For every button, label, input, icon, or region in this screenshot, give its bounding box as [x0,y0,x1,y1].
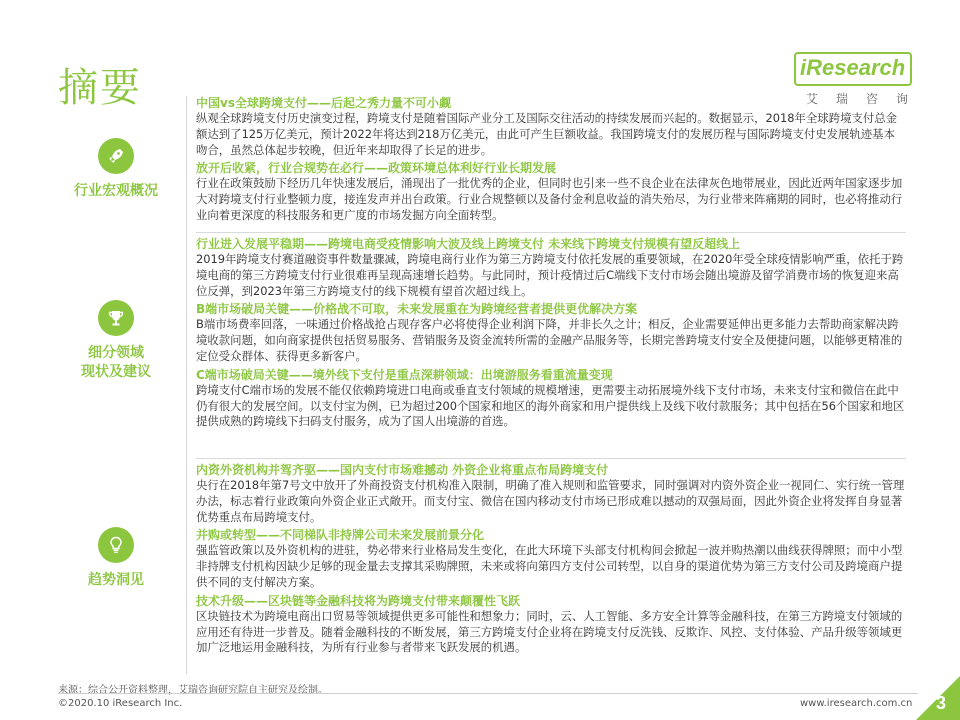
logo-subtitle: 艾瑞咨询 [806,92,927,106]
section-segments-content [196,236,906,432]
section-heading: B端市场破局关键——价格战不可取，未来发展重在为跨境经营者提供更优解决方案 [196,302,638,317]
section-label-trends [56,527,176,590]
rocket-icon [98,138,134,174]
section-paragraph: B端市场费率回落，一味通过价格战抢占现存客户必将使得企业利润下降，并非长久之计；相反，企业需要延伸出更多能力去帮助商家解决跨境收款问题，如向商家提供包括贸易服务、营销服务及资金流转所需的金融产品服务等，长期完善跨境支付安全及便捷问题，以能够更精准的定位受众群体、获得更多新客户。 [196,317,903,363]
section-label: 趋势洞见 [88,572,144,588]
section-paragraph: 区块链技术为跨境电商出口贸易等领域提供更多可能性和想象力；同时，云、人工智能、多方安全计算等金融科技，在第三方跨境支付领域的应用还有待进一步普及。随着金融科技的不断发展，第三方跨境支付企业将在跨境支付反洗钱、反欺诈、风控、支付体验、产品升级等领域更加广泛地运用金融科技，为所有行业参与者带来飞跃发展的机遇。 [196,608,903,655]
section-heading: 行业进入发展平稳期——跨境电商受疫情影响大波及线上跨境支付 未来线下跨境支付规模有望反超线上 [196,237,741,251]
trophy-icon [98,300,134,336]
logo-text: iResearch [800,55,906,80]
section-heading: 放开后收紧，行业合规势在必行——政策环境总体利好行业长期发展 [196,161,557,176]
source-note: 来源：综合公开资料整理，艾瑞咨询研究院自主研究及绘制。 [58,685,328,696]
section-label-macro [56,138,176,201]
section-paragraph: 央行在2018年第7号文中放开了外商投资支付机构准入限制，明确了准入规则和监管要求，同时强调对内资外资企业一视同仁、实行统一管理办法，标志着行业政策向外资企业正式敞开。而支付宝、微信在国内移动支付市场已形成难以撼动的双强局面，因此外资企业将发挥自身显著优势重点布局跨境支付。 [196,478,905,524]
section-label: 细分领域 现状及建议 [81,345,151,380]
section-label-segments [56,300,176,382]
section-heading: C端市场破局关键——境外线下支付是重点深耕领域：出境游服务看重流量变现 [196,367,613,382]
section-paragraph: 行业在政策鼓励下经历几年快速发展后，涌现出了一批优秀的企业，但同时也引来一些不良企业在法律灰色地带展业，因此近两年国家逐步加大对跨境支付行业整顿力度，接连发声并出台政策。行业合规整顿以及备付金利息收益的消失殆尽，为行业带来阵痛期的同时，也必将推动行业向着更深度的科技服务和更广度的市场发掘方向全面转型。 [196,176,903,222]
vertical-divider [186,96,187,674]
section-trends-content [196,462,906,658]
section-macro-content [196,95,906,226]
page-number: 3 [935,693,946,713]
section-paragraph: 跨境支付C端市场的发展不能仅依赖跨境进口电商或垂直支付领域的规模增速，更需要主动拓展境外线下支付市场，未来支付宝和微信在此中仍有很大的发展空间。以支付宝为例，已为超过200个国家和地区的海外商家和用户提供线上及线下收付款服务；其中包括在56个国家和地区提供成熟的跨境线下扫码支付服务，成为了国人出境游的首选。 [196,382,905,429]
copyright-text: ©2020.10 iResearch Inc. [58,698,183,709]
footer-divider [58,693,918,694]
page-title: 摘要 [58,65,142,111]
section-paragraph: 纵观全球跨境支付历史演变过程，跨境支付是随着国际产业分工及国际交往活动的持续发展而兴起的。数据显示，2018年全球跨境支付总金额达到了125万亿美元，预计2022年将达到218万亿美元，由此可产生巨额收益。我国跨境支付的发展历程与国际跨境支付史发展轨迹基本吻合，虽然总体起步较晚，但近年来却取得了长足的进步。 [196,111,898,157]
section-paragraph: 强监管政策以及外资机构的进驻，势必带来行业格局发生变化，在此大环境下头部支付机构间会掀起一波并购热潮以曲线获得牌照；而中小型非持牌支付机构因缺少足够的现金量去支撑其采购牌照，未来或将向第四方支付公司转型，以自身的渠道优势为第三方支付公司及跨境商户提供不同的支付解决方案。 [196,543,903,589]
section-heading: 技术升级——区块链等金融科技将为跨境支付带来颠覆性飞跃 [196,593,521,608]
lightbulb-icon [98,527,134,563]
section-heading: 并购或转型——不同梯队非持牌公司未来发展前景分化 [196,528,485,543]
section-label: 行业宏观概况 [74,183,158,199]
website-link[interactable]: www.iresearch.com.cn [800,698,913,709]
section-heading: 内资外资机构并驾齐驱——国内支付市场难撼动 外资企业将重点布局跨境支付 [196,463,609,477]
section-heading: 中国vs全球跨境支付——后起之秀力量不可小觑 [196,96,451,110]
section-divider [196,458,906,459]
section-paragraph: 2019年跨境支付赛道融资事件数量骤减，跨境电商行业作为第三方跨境支付依托发展的重要领域，在2020年受全球疫情影响严重，依托于跨境电商的第三方跨境支付行业很难再呈现高速增长趋势。与此同时，预计疫情过后C端线下支付市场会随出境游及留学消费市场的恢复迎来高位反弹，到2023年第三方跨境支付的线下规模有望首次超过线上。 [196,252,904,298]
section-divider [196,232,906,233]
